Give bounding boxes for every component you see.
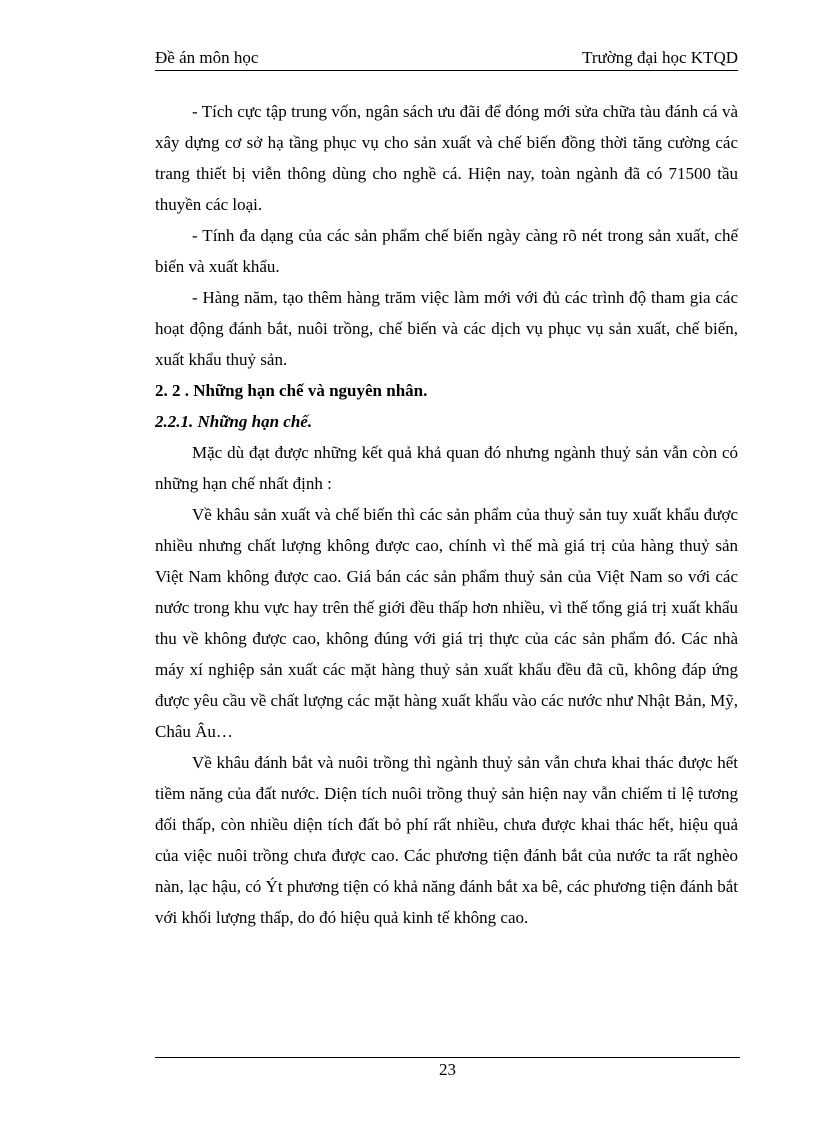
page-header bbox=[155, 48, 738, 71]
page-number: 23 bbox=[439, 1060, 456, 1079]
paragraph-fishing-aquaculture: Về khâu đánh bắt và nuôi trồng thì ngành thuỷ sản vẫn chưa khai thác được hết tiềm năng của đất nước. Diện tích nuôi trồng thuỷ sản hiện nay vẫn chiếm tỉ lệ tương đối thấp, còn nhiều diện tích đất bỏ phí rất nhiều, chưa được khai thác hết, hiệu quả của việc nuôi trồng chưa được cao. Các phương tiện đánh bắt của nước ta rất nghèo nàn, lạc hậu, có Ýt phương tiện có khả năng đánh bắt xa bê, các phương tiện đánh bắt với khối lượng thấp, do đó hiệu quả kinh tế không cao. bbox=[155, 753, 738, 927]
paragraph-limitations-intro: Mặc dù đạt được những kết quả khả quan đó nhưng ngành thuỷ sản vẫn còn có những hạn chế nhất định : bbox=[155, 443, 738, 493]
document-body bbox=[155, 96, 738, 933]
section-heading-limitations-causes: 2. 2 . Những hạn chế và nguyên nhân. bbox=[155, 381, 428, 400]
paragraph-job-creation: - Hàng năm, tạo thêm hàng trăm việc làm mới với đủ các trình độ tham gia các hoạt động đánh bắt, nuôi trồng, chế biến và các dịch vụ phục vụ sản xuất, chế biến, xuất khẩu thuỷ sản. bbox=[155, 288, 738, 369]
footer-divider bbox=[155, 1057, 740, 1058]
paragraph-product-diversity: - Tính đa dạng của các sản phẩm chế biến ngày càng rõ nét trong sản xuất, chế biến và xuất khẩu. bbox=[155, 226, 738, 276]
header-course-title: Đề án môn học bbox=[155, 48, 259, 67]
paragraph-production-processing: Về khâu sản xuất và chế biến thì các sản phẩm của thuỷ sản tuy xuất khẩu được nhiều nhưng chất lượng không được cao, chính vì thế mà giá trị của hàng thuỷ sản Việt Nam không được cao. Giá bán các sản phẩm thuỷ sản của Việt Nam so với các nước trong khu vực hay trên thế giới đều thấp hơn nhiều, vì thế tổng giá trị xuất khẩu thu về không được cao, không đúng với giá trị thực của các sản phẩm đó. Các nhà máy xí nghiệp sản xuất các mặt hàng thuỷ sản xuất khẩu đều đã cũ, không đáp ứng được yêu cầu về chất lượng các mặt hàng xuất khẩu vào các nước như Nhật Bản, Mỹ, Châu Âu… bbox=[155, 505, 738, 741]
subsection-heading-limitations: 2.2.1. Những hạn chế. bbox=[155, 412, 313, 431]
header-university: Trường đại học KTQD bbox=[582, 48, 738, 67]
paragraph-capital-investment: - Tích cực tập trung vốn, ngân sách ưu đãi để đóng mới sửa chữa tàu đánh cá và xây dựng cơ sở hạ tầng phục vụ cho sản xuất và chế biến đồng thời tăng cường các trang thiết bị viễn thông dùng cho nghề cá. Hiện nay, toàn ngành đã có 71500 tầu thuyền các loại. bbox=[155, 102, 738, 214]
